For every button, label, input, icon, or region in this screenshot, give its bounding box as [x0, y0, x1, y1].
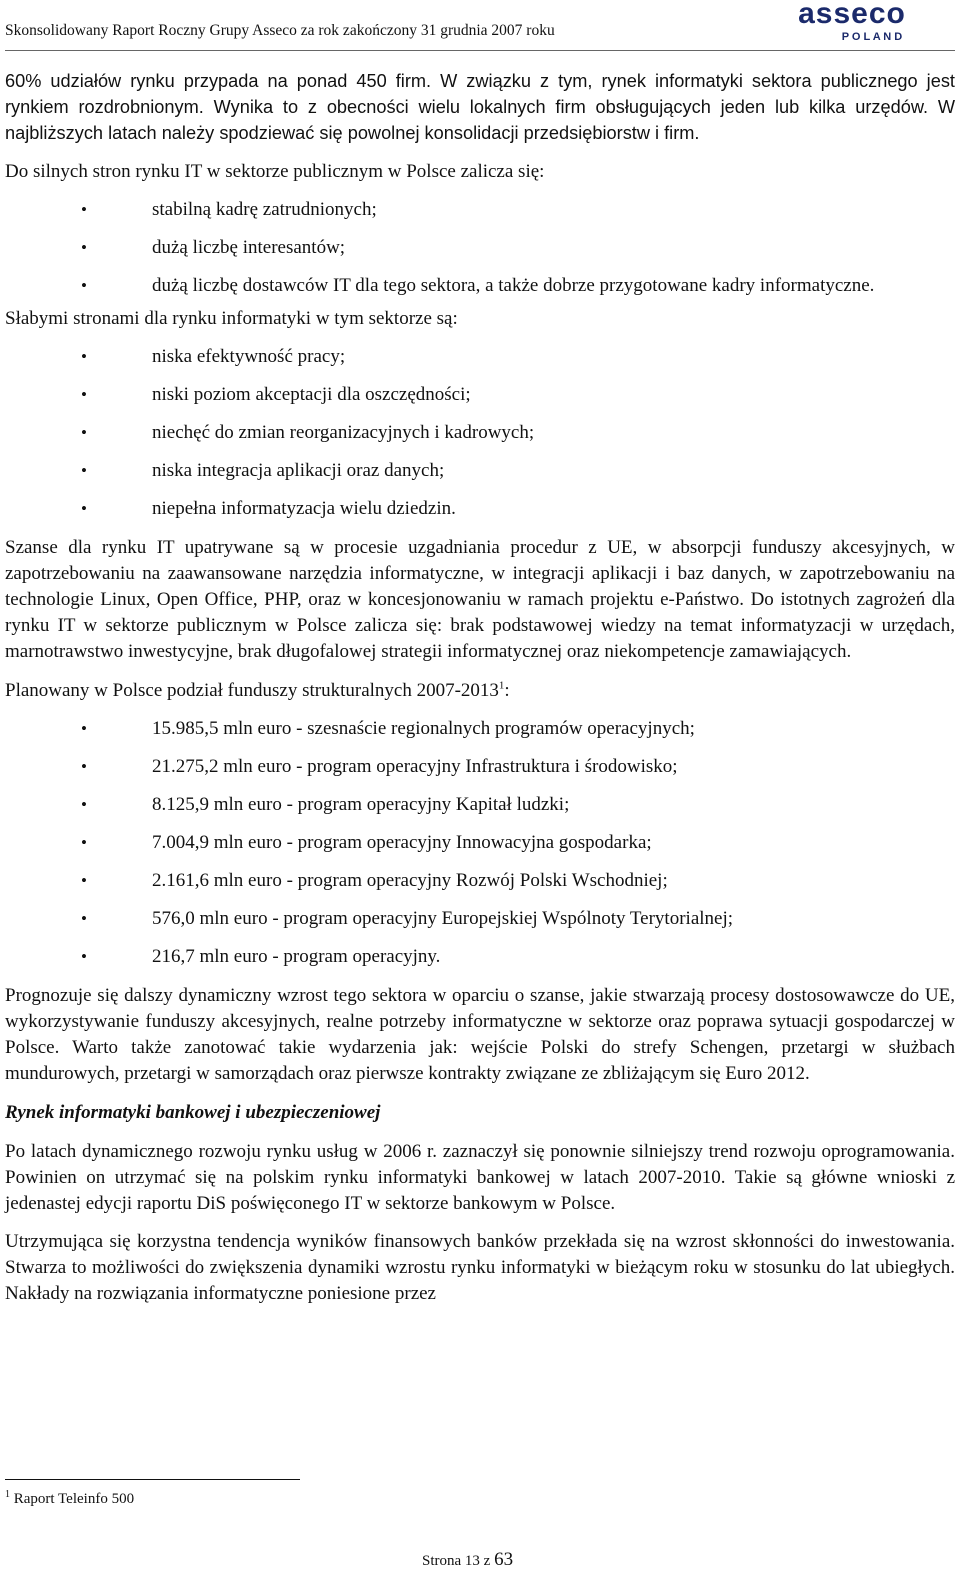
strengths-intro: Do silnych stron rynku IT w sektorze publicznym w Polsce zalicza się: — [5, 161, 545, 182]
bullet-icon: • — [81, 200, 87, 219]
bullet-icon: • — [81, 423, 87, 442]
funds-intro: Planowany w Polsce podział funduszy strukturalnych 2007-2013$^1$: — [5, 679, 510, 701]
list-item: • 7.004,9 mln euro - program operacyjny Innowacyjna gospodarka; — [5, 830, 955, 856]
list-item: • niski poziom akceptacji dla oszczędności; — [5, 382, 955, 408]
bullet-icon: • — [81, 947, 87, 966]
bullet-icon: • — [81, 461, 87, 480]
bullet-icon: • — [81, 347, 87, 366]
footnote-ref: 1 — [498, 679, 505, 692]
list-item: • stabilną kadrę zatrudnionych; — [5, 197, 955, 223]
footnote — [5, 1491, 134, 1508]
bullet-icon: • — [81, 499, 87, 518]
page-number — [422, 1549, 513, 1571]
list-item: • niska efektywność pracy; — [5, 344, 955, 370]
footnote-marker: 1 — [5, 1489, 10, 1500]
bullet-icon: • — [81, 276, 87, 295]
bullet-icon: • — [81, 757, 87, 776]
paragraph-market-share: 60% udziałów rynku przypada na ponad 450 firm. W związku z tym, rynek informatyki sektora publicznego jest rynkiem rozdrobnionym. Wynika to z obecności wielu lokalnych firm obsługujących jeden lub kilka urzędów. W najbliższych latach należy spodziewać się powolnej konsolidacji przedsiębiorstw i firm. — [5, 71, 955, 143]
page-total: 63 — [494, 1549, 514, 1570]
weaknesses-list — [5, 344, 955, 522]
paragraph-banking-2: Utrzymująca się korzystna tendencja wyników finansowych banków przekłada się na wzrost skłonności do inwestowania. Stwarza to możliwości do zwiększenia dynamiki wzrostu rynku informatyki w bieżącym roku w stosunku do lat ubiegłych. Nakłady na rozwiązania informatyczne poniesione przez — [5, 1231, 955, 1304]
footnote-text: Raport Teleinfo 500 — [13, 1491, 135, 1507]
paragraph-banking-1: Po latach dynamicznego rozwoju rynku usług w 2006 r. zaznaczył się ponownie silniejszy trend rozwoju oprogramowania. Powinien on utrzymać się na polskim rynku informatyki bankowej w latach 2007-2010. Takie są główne wnioski z jedenastej edycji raportu DiS poświęconego IT w sektorze bankowym w Polsce. — [5, 1141, 955, 1214]
header-divider — [5, 50, 955, 51]
list-item: • 2.161,6 mln euro - program operacyjny Rozwój Polski Wschodniej; — [5, 868, 955, 894]
funds-list — [5, 716, 955, 970]
list-item: • dużą liczbę interesantów; — [5, 235, 955, 261]
page-header — [5, 0, 955, 50]
asseco-logo-graphic — [750, 0, 955, 44]
bullet-icon: • — [81, 719, 87, 738]
weaknesses-intro: Słabymi stronami dla rynku informatyki w tym sektorze są: — [5, 308, 458, 329]
bullet-icon: • — [81, 909, 87, 928]
footnote-divider — [5, 1479, 300, 1480]
list-item: • niska integracja aplikacji oraz danych; — [5, 458, 955, 484]
report-title: Skonsolidowany Raport Roczny Grupy Asseco za rok zakończony 31 grudnia 2007 roku — [5, 22, 555, 39]
page-content — [5, 68, 955, 1307]
list-item: • 576,0 mln euro - program operacyjny Europejskiej Wspólnoty Terytorialnej; — [5, 906, 955, 932]
logo-wordmark: asseco — [798, 0, 906, 30]
list-item: • dużą liczbę dostawców IT dla tego sektora, a także dobrze przygotowane kadry informatyczne. — [5, 273, 955, 299]
bullet-icon: • — [81, 871, 87, 890]
list-item: • 216,7 mln euro - program operacyjny. — [5, 944, 955, 970]
list-item: • 21.275,2 mln euro - program operacyjny Infrastruktura i środowisko; — [5, 754, 955, 780]
page-number-prefix: Strona 13 z — [422, 1553, 491, 1569]
bullet-icon: • — [81, 833, 87, 852]
bullet-icon: • — [81, 238, 87, 257]
list-item: • 8.125,9 mln euro - program operacyjny Kapitał ludzki; — [5, 792, 955, 818]
logo-country: P O L A N D — [841, 31, 903, 43]
strengths-list — [5, 197, 955, 299]
list-item: • niechęć do zmian reorganizacyjnych i kadrowych; — [5, 420, 955, 446]
list-item: • 15.985,5 mln euro - szesnaście regionalnych programów operacyjnych; — [5, 716, 955, 742]
section-heading: Rynek informatyki bankowej i ubezpieczeniowej — [5, 1102, 381, 1123]
list-item: • niepełna informatyzacja wielu dziedzin. — [5, 496, 955, 522]
bullet-icon: • — [81, 795, 87, 814]
bullet-icon: • — [81, 385, 87, 404]
asseco-logo — [750, 0, 955, 44]
paragraph-forecast: Prognozuje się dalszy dynamiczny wzrost tego sektora w oparciu o szanse, jakie stwarzają procesy dostosowawcze do UE, wykorzystywanie funduszy akcesyjnych, realne potrzeby informatyczne w sektorze oraz poprawa sytuacji gospodarczej w Polsce. Warto także zanotować takie wydarzenia jak: wejście Polski do strefy Schengen, przetargi w służbach mundurowych, przetargi w samorządach oraz pierwsze kontrakty związane ze zbliżającym się Euro 2012. — [5, 985, 955, 1084]
paragraph-opportunities: Szanse dla rynku IT upatrywane są w procesie uzgadniania procedur z UE, w absorpcji funduszy akcesyjnych, w zapotrzebowaniu na zaawansowane narzędzia informatyczne, w integracji aplikacji i baz danych, w zapotrzebowaniu na technologie Linux, Open Office, PHP, oraz w koncesjonowaniu w ramach projektu e-Państwo. Do istotnych zagrożeń dla rynku IT w sektorze publicznym w Polsce zalicza się: brak podstawowej wiedzy na temat informatyzacji w urzędach, marnotrawstwo inwestycyjne, brak długofalowej strategii informatycznej oraz niekompetencje zamawiających. — [5, 537, 955, 662]
